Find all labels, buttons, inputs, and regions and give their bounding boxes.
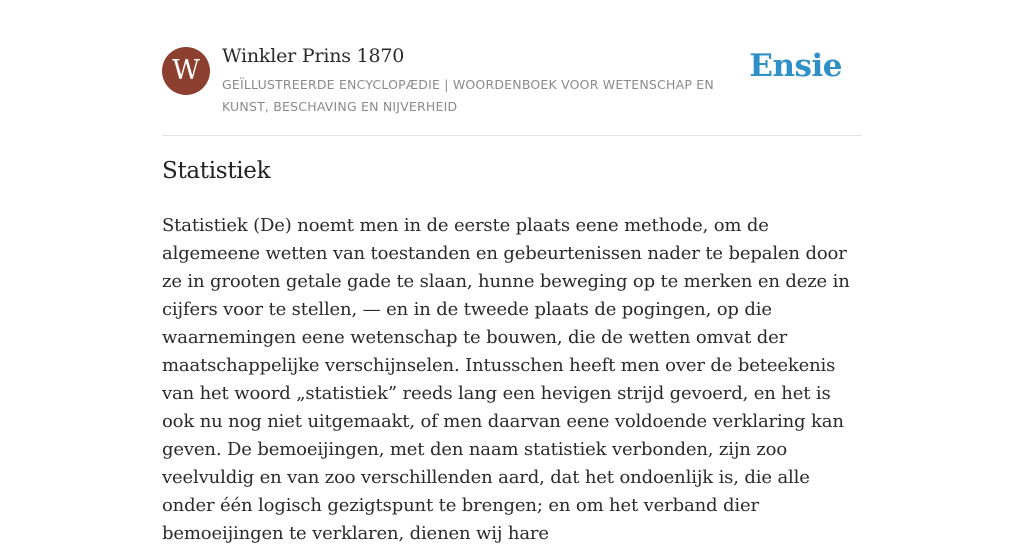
- source-avatar[interactable]: W: [162, 47, 210, 95]
- entry-title: Statistiek: [162, 158, 271, 184]
- ensie-logo[interactable]: Ensie: [749, 48, 842, 84]
- entry-body: Statistiek (De) noemt men in de eerste plaats eene methode, om de algemeene wetten van toestanden en gebeurtenissen nader te bepalen door ze in grooten getale gade te slaan, hunne beweging op te merken en deze in cijfers voor te stellen, — en in de tweede plaats de pogingen, op die waarnemingen eene wetenschap te bouwen, die de wetten omvat der maatschappelijke verschijnselen. Intusschen heeft men over de beteekenis van het woord „statistiek” reeds lang een hevigen strijd gevoerd, en het is ook nu nog niet uitgemaakt, of men daarvan eene voldoende verklaring kan geven. De bemoeijingen, met den naam statistiek verbonden, zijn zoo veelvuldig en van zoo verschillenden aard, dat het ondoenlijk is, die alle onder één logisch gezigtspunt te brengen; en om het verband dier bemoeijingen te verklaren, dienen wij hare: [162, 215, 850, 544]
- source-title[interactable]: Winkler Prins 1870: [222, 45, 405, 67]
- header-divider: [162, 135, 862, 136]
- source-subtitle: GEÏLLUSTREERDE ENCYCLOPÆDIE | WOORDENBOEK VOOR WETENSCHAP EN KUNST, BESCHAVING EN NIJVERHEID: [222, 77, 714, 114]
- source-header: [162, 44, 862, 136]
